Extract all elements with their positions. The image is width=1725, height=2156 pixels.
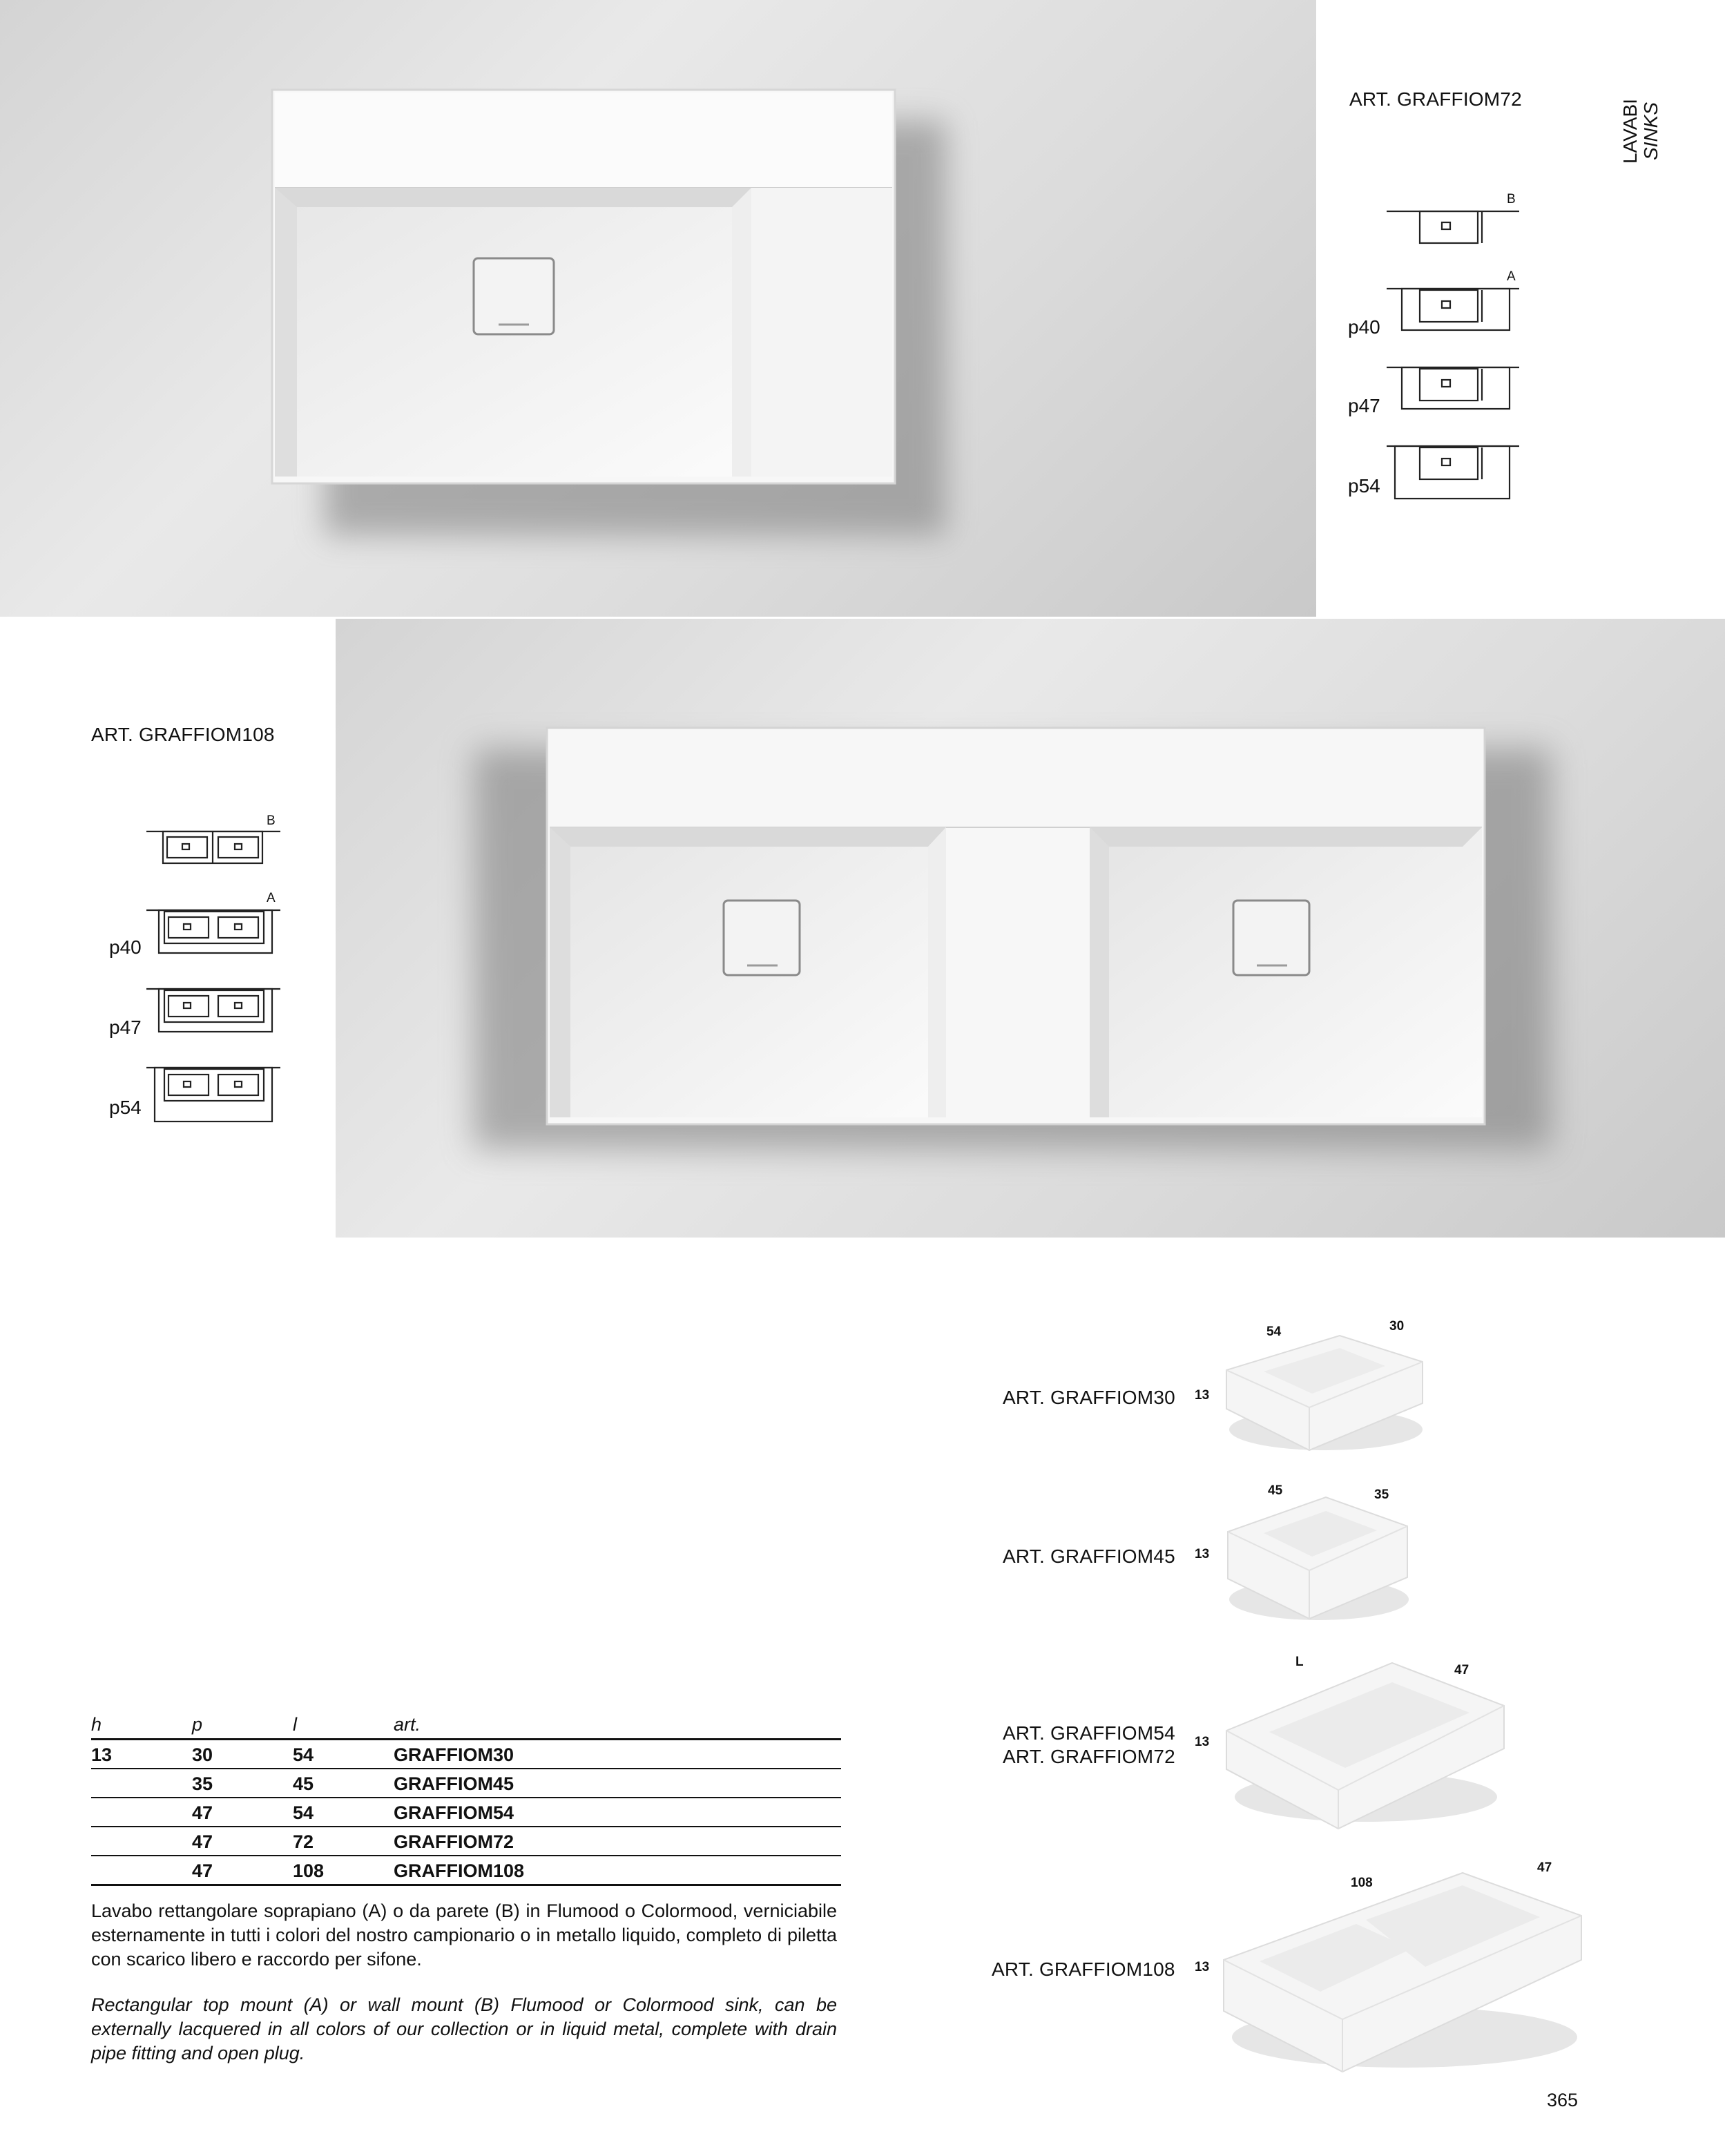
model-render-graffiom30	[1222, 1326, 1429, 1464]
dim-right-45: 35	[1374, 1488, 1389, 1502]
mount-letter-a-108: A	[267, 891, 276, 905]
table-row	[91, 1856, 841, 1885]
depth-label-p54-108: p54	[109, 1097, 142, 1118]
depth-label-p47-108: p47	[109, 1017, 142, 1038]
cell-art: GRAFFIOM45	[394, 1769, 841, 1798]
dim-right-54: 47	[1454, 1663, 1469, 1677]
dim-left-54: L	[1295, 1655, 1304, 1669]
header-l: l	[293, 1713, 297, 1735]
table-row	[91, 1740, 841, 1769]
dim-left-45: 45	[1268, 1483, 1283, 1498]
dim-height-45: 13	[1195, 1547, 1210, 1561]
depth-label-p40: p40	[1348, 316, 1380, 338]
product-photo-graffiom72	[0, 0, 1316, 617]
section-tab-it: LAVABI	[1619, 99, 1641, 164]
mount-diagram-graffiom108	[138, 815, 290, 1133]
cell-l: 108	[293, 1856, 394, 1885]
model-label-graffiom30: ART. GRAFFIOM30	[1003, 1387, 1175, 1408]
description-english: Rectangular top mount (A) or wall mount (B) Flumood or Colormood sink, can be externally lacquered in all colors of our collection or in liquid metal, complete with drain pipe fitting and open plug.	[91, 1994, 837, 2063]
cell-p: 35	[192, 1769, 293, 1798]
section-tab-en: SINKS	[1640, 102, 1661, 161]
spec-table-header	[91, 1713, 841, 1740]
cell-h	[91, 1856, 192, 1885]
model-render-graffiom108	[1218, 1865, 1591, 2086]
depth-label-p40-108: p40	[109, 936, 142, 958]
dim-left-30: 54	[1266, 1325, 1282, 1339]
dim-height-108: 13	[1195, 1960, 1210, 1974]
cell-art: GRAFFIOM72	[394, 1827, 841, 1856]
cell-art: GRAFFIOM30	[394, 1740, 841, 1769]
model-label-graffiom108: ART. GRAFFIOM108	[992, 1958, 1175, 1980]
dim-right-30: 30	[1389, 1319, 1405, 1334]
table-row	[91, 1769, 841, 1798]
cell-h	[91, 1798, 192, 1827]
dim-height-54: 13	[1195, 1735, 1210, 1749]
cell-l: 72	[293, 1827, 394, 1856]
mount-letter-b: B	[1507, 192, 1516, 206]
article-title-graffiom108: ART. GRAFFIOM108	[91, 724, 275, 745]
product-photo-graffiom108	[336, 619, 1725, 1238]
model-label-graffiom54: ART. GRAFFIOM54	[1003, 1722, 1175, 1744]
dim-height-30: 13	[1195, 1388, 1210, 1403]
cell-p: 47	[192, 1856, 293, 1885]
dim-right-108: 47	[1537, 1860, 1552, 1875]
header-p: p	[192, 1713, 203, 1735]
cell-h: 13	[91, 1740, 192, 1769]
cell-p: 30	[192, 1740, 293, 1769]
depth-label-p47: p47	[1348, 395, 1380, 416]
cell-l: 54	[293, 1798, 394, 1827]
mount-letter-b-108: B	[267, 814, 276, 828]
cell-l: 45	[293, 1769, 394, 1798]
mount-diagram-graffiom72	[1381, 186, 1533, 504]
depth-label-p54: p54	[1348, 475, 1380, 497]
cell-p: 47	[192, 1827, 293, 1856]
header-art: art.	[394, 1713, 421, 1735]
model-render-graffiom45	[1222, 1490, 1416, 1635]
mount-letter-a: A	[1507, 269, 1516, 284]
section-tab	[1620, 55, 1668, 207]
table-row	[91, 1827, 841, 1856]
model-label-graffiom72: ART. GRAFFIOM72	[1003, 1746, 1175, 1767]
cell-art: GRAFFIOM108	[394, 1856, 841, 1885]
model-label-graffiom45: ART. GRAFFIOM45	[1003, 1546, 1175, 1567]
cell-l: 54	[293, 1740, 394, 1769]
cell-h	[91, 1827, 192, 1856]
spec-table	[91, 1713, 841, 1886]
model-render-graffiom54	[1221, 1655, 1511, 1841]
header-h: h	[91, 1713, 102, 1735]
cell-art: GRAFFIOM54	[394, 1798, 841, 1827]
table-row	[91, 1798, 841, 1827]
page-number: 365	[1547, 2090, 1579, 2110]
article-title-graffiom72: ART. GRAFFIOM72	[1349, 88, 1522, 110]
dim-left-108: 108	[1351, 1876, 1373, 1890]
cell-h	[91, 1769, 192, 1798]
description-italian: Lavabo rettangolare soprapiano (A) o da parete (B) in Flumood o Colormood, verniciabile esternamente in tutti i colori del nostro campionario o in metallo liquido, completo di piletta con scarico libero e raccordo per sifone.	[91, 1900, 837, 1970]
cell-p: 47	[192, 1798, 293, 1827]
